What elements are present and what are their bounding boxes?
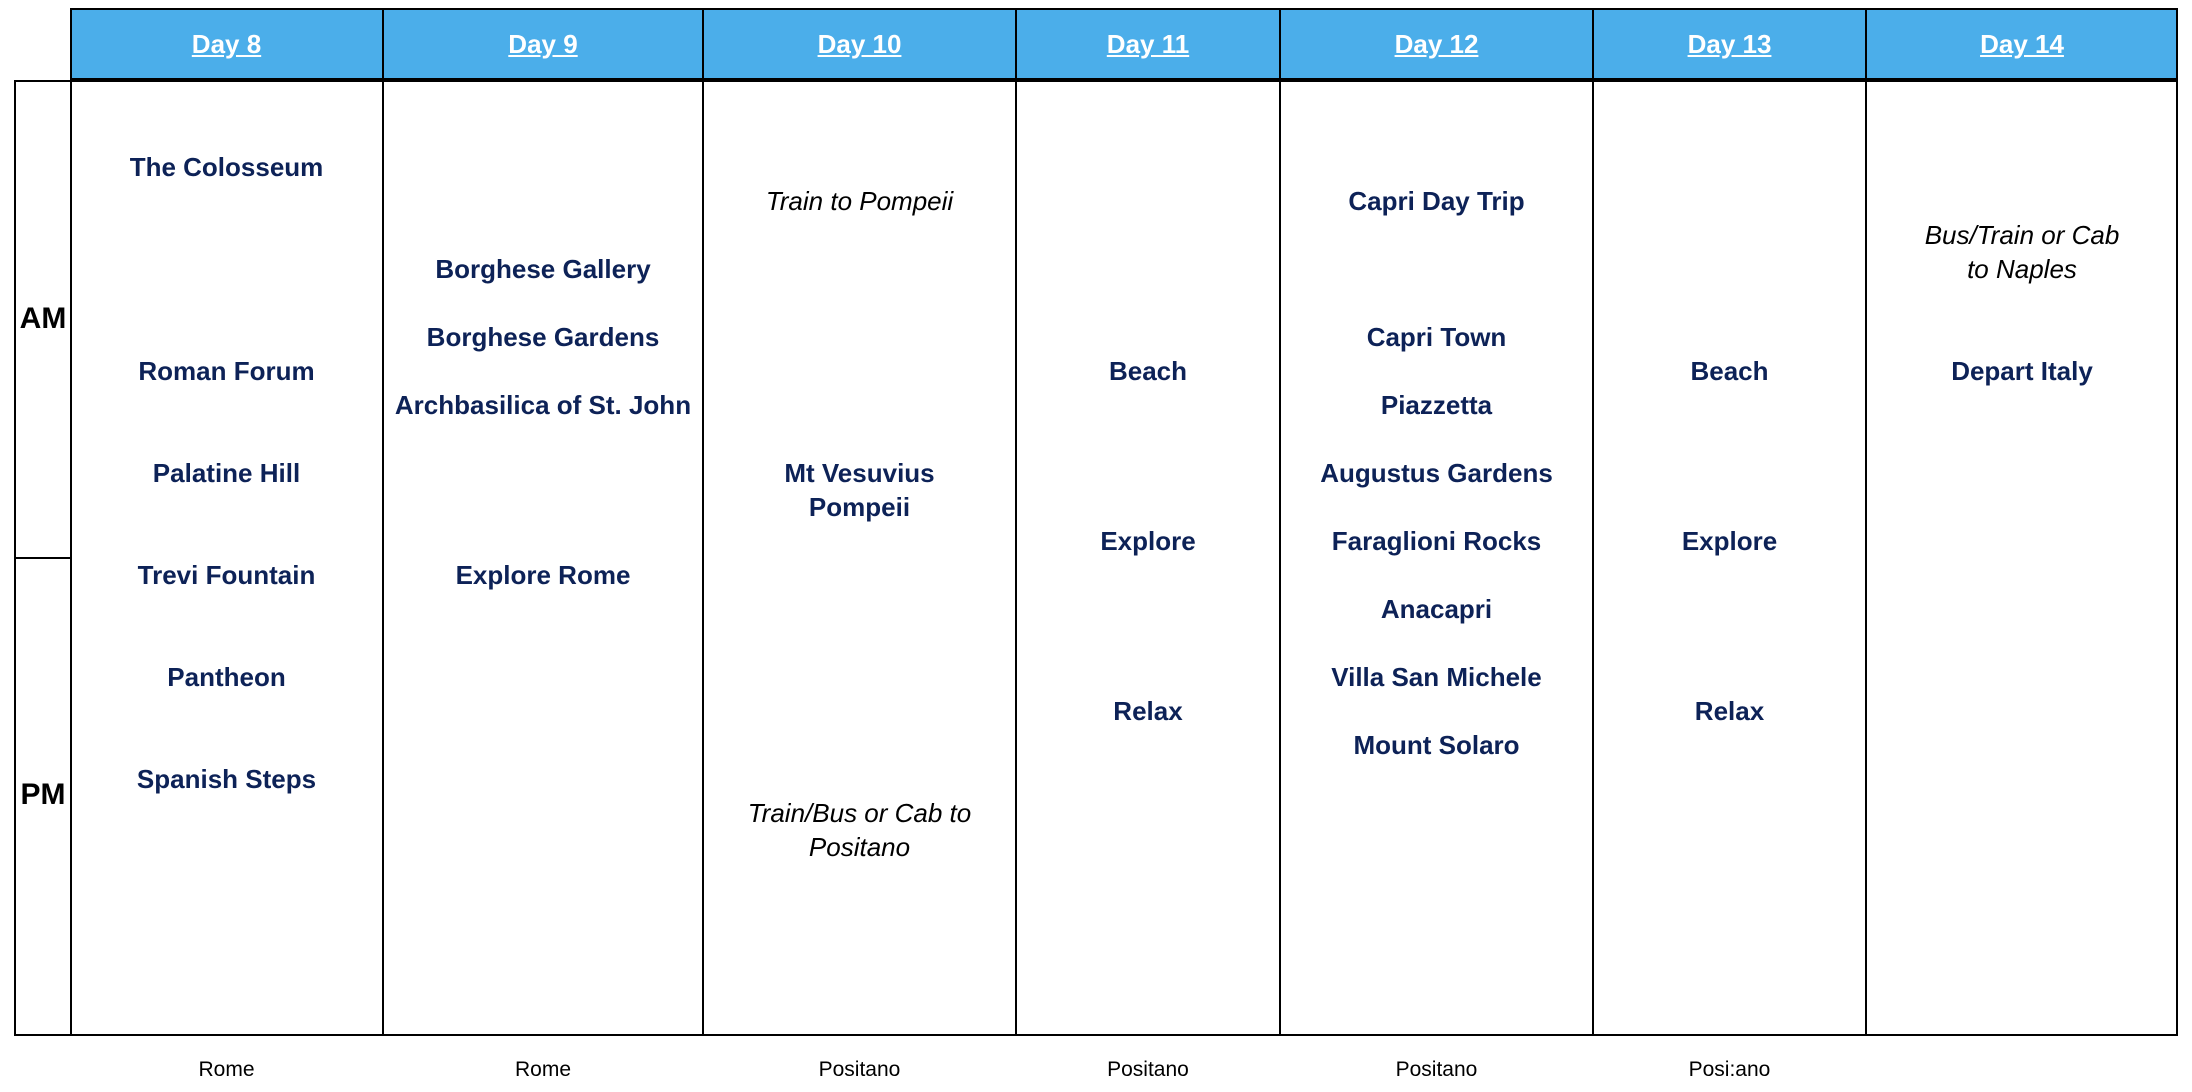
day-9-header: Day 9 <box>508 28 578 59</box>
day-13-activity: Beach <box>1690 356 1769 386</box>
day-10-activity: Positano <box>808 832 911 862</box>
day-12-header: Day 12 <box>1394 28 1479 59</box>
day-8-activity: Trevi Fountain <box>137 560 316 590</box>
day-9-activity: Archbasilica of St. John <box>394 390 692 420</box>
day-8-activity: The Colosseum <box>129 152 324 182</box>
day-10-location: Positano <box>818 1058 901 1081</box>
day-8-header: Day 8 <box>191 28 262 59</box>
day-14-activity: Bus/Train or Cab <box>1924 220 2120 250</box>
day-14-activity: Depart Italy <box>1951 356 2093 386</box>
day-8-activity: Pantheon <box>167 662 286 692</box>
day-8-activity: Roman Forum <box>138 356 315 386</box>
day-8-activity: Spanish Steps <box>136 764 317 794</box>
day-10-header: Day 10 <box>817 28 902 59</box>
day-12-location: Positano <box>1395 1058 1478 1081</box>
day-12-activity: Capri Town <box>1366 322 1507 352</box>
day-12-activity: Faraglioni Rocks <box>1331 526 1542 556</box>
day-11-header: Day 11 <box>1106 28 1190 59</box>
day-14-header: Day 14 <box>1980 28 2064 59</box>
day-13-activity: Relax <box>1694 696 1765 726</box>
day-10-activity: Train/Bus or Cab to <box>747 798 972 828</box>
day-11-activity: Beach <box>1108 356 1188 386</box>
day-8-location: Rome <box>198 1058 255 1081</box>
column-divider <box>1279 8 1281 1036</box>
column-divider <box>382 8 384 1036</box>
column-divider <box>1592 8 1594 1036</box>
day-12-activity: Augustus Gardens <box>1320 458 1553 488</box>
day-9-activity: Borghese Gardens <box>426 322 660 352</box>
day-12-activity: Mount Solaro <box>1353 730 1520 760</box>
day-9-activity: Explore Rome <box>455 560 631 590</box>
day-10-activity: Train to Pompeii <box>765 186 954 216</box>
day-13-location: Posi:ano <box>1688 1058 1771 1081</box>
am-label: AM <box>19 302 67 335</box>
day-13-header: Day 13 <box>1687 28 1772 59</box>
period-divider <box>14 557 72 559</box>
pm-label: PM <box>20 778 66 811</box>
day-12-activity: Anacapri <box>1380 594 1493 624</box>
day-12-activity: Capri Day Trip <box>1348 186 1525 216</box>
day-11-activity: Explore <box>1100 526 1196 556</box>
day-11-activity: Relax <box>1113 696 1183 726</box>
day-8-activity: Palatine Hill <box>152 458 301 488</box>
day-12-activity: Piazzetta <box>1380 390 1493 420</box>
column-divider <box>1015 8 1017 1036</box>
day-12-activity: Villa San Michele <box>1331 662 1542 692</box>
day-9-activity: Borghese Gallery <box>435 254 651 284</box>
day-10-activity: Pompeii <box>808 492 911 522</box>
column-divider <box>1865 8 1867 1036</box>
day-9-location: Rome <box>514 1058 572 1081</box>
day-14-activity: to Naples <box>1967 254 2077 284</box>
day-10-activity: Mt Vesuvius <box>784 458 935 488</box>
day-11-location: Positano <box>1107 1058 1189 1081</box>
day-13-activity: Explore <box>1681 526 1778 556</box>
